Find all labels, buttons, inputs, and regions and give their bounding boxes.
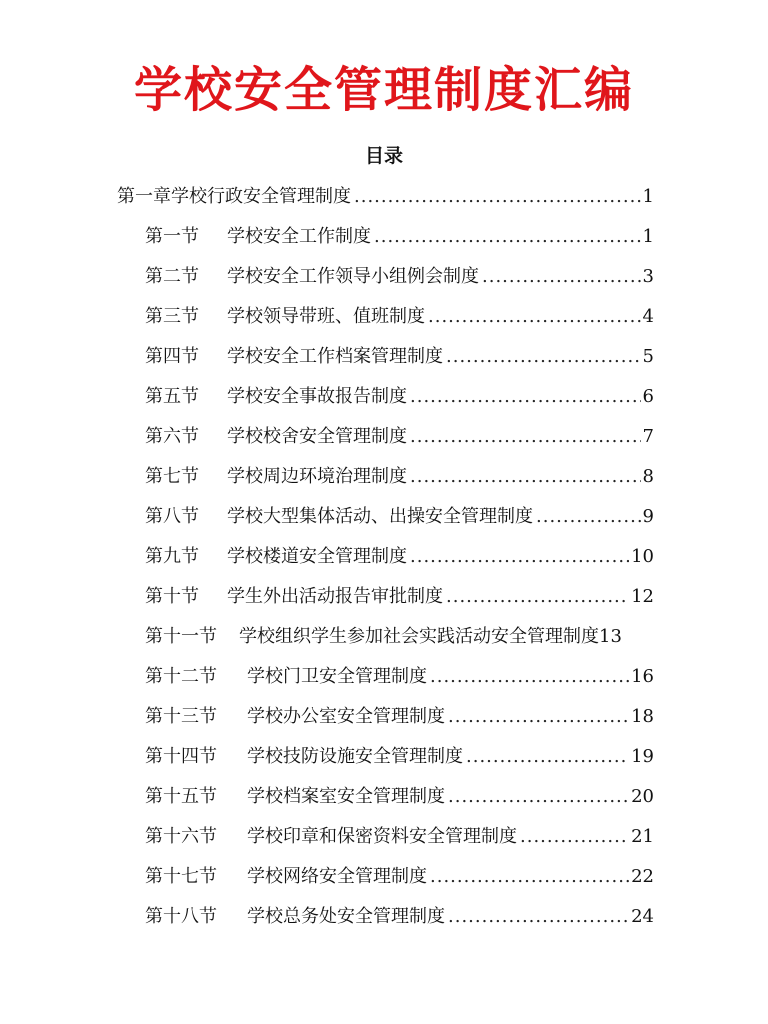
toc-leader xyxy=(448,902,629,932)
toc-leader xyxy=(410,382,641,412)
toc-entry[interactable] xyxy=(145,662,654,692)
toc-entry-title: 学校安全工作领导小组例会制度 xyxy=(227,266,479,287)
toc-page-number: 1 xyxy=(642,186,654,207)
toc-page-number: 21 xyxy=(631,826,654,847)
toc-section-label: 第四节 xyxy=(145,346,199,367)
toc-leader xyxy=(354,182,641,212)
toc-entry-title: 学校总务处安全管理制度 xyxy=(247,906,445,927)
toc-entry-title: 学校校舍安全管理制度 xyxy=(227,426,407,447)
toc-leader xyxy=(520,822,629,852)
toc-entry-title: 学校技防设施安全管理制度 xyxy=(247,746,463,767)
toc-section-label: 第十五节 xyxy=(145,786,217,807)
toc-section-label: 第十节 xyxy=(145,586,199,607)
toc-entry-title: 学校办公室安全管理制度 xyxy=(247,706,445,727)
toc-page-number: 8 xyxy=(642,466,654,487)
toc-entry-title: 学校安全工作制度 xyxy=(227,226,371,247)
toc-entry-title: 学校领导带班、值班制度 xyxy=(227,306,425,327)
toc-entry[interactable] xyxy=(145,262,654,292)
toc-leader xyxy=(428,302,641,332)
toc-entry-title: 学校安全事故报告制度 xyxy=(227,386,407,407)
toc-entry[interactable] xyxy=(145,502,654,532)
toc-leader xyxy=(410,462,641,492)
toc-leader xyxy=(466,742,629,772)
toc-entry[interactable] xyxy=(145,862,654,892)
toc-entry[interactable] xyxy=(145,702,654,732)
toc-section-label: 第八节 xyxy=(145,506,199,527)
toc-section-label: 第五节 xyxy=(145,386,199,407)
toc-leader xyxy=(448,782,629,812)
toc-page-number: 22 xyxy=(631,866,654,887)
toc-section-label: 第十八节 xyxy=(145,906,217,927)
toc-entry[interactable] xyxy=(145,582,654,612)
toc-page-number: 9 xyxy=(642,506,654,527)
toc-page-number: 5 xyxy=(642,346,654,367)
toc-leader xyxy=(536,502,641,532)
toc-page-number: 6 xyxy=(642,386,654,407)
toc-entry[interactable] xyxy=(145,422,654,452)
toc-entry-title: 学校组织学生参加社会实践活动安全管理制度 xyxy=(239,626,599,647)
toc-section-label: 第十七节 xyxy=(145,866,217,887)
toc-section-label: 第六节 xyxy=(145,426,199,447)
toc-leader xyxy=(482,262,641,292)
toc-section-label: 第一节 xyxy=(145,226,199,247)
toc-entry[interactable] xyxy=(145,462,654,492)
toc-entry[interactable] xyxy=(145,622,670,652)
toc-entry-title: 第一章学校行政安全管理制度 xyxy=(117,186,351,207)
toc-entry-title: 学校印章和保密资料安全管理制度 xyxy=(247,826,517,847)
toc-entry[interactable] xyxy=(145,222,654,252)
toc-entry[interactable] xyxy=(145,542,654,572)
toc-entry-title: 学校门卫安全管理制度 xyxy=(247,666,427,687)
toc-entry[interactable] xyxy=(145,342,654,372)
toc-entry[interactable] xyxy=(145,302,654,332)
toc-page-number: 7 xyxy=(642,426,654,447)
toc-page-number: 16 xyxy=(631,666,654,687)
toc-leader xyxy=(410,422,641,452)
toc-section-label: 第十六节 xyxy=(145,826,217,847)
toc-page-number: 24 xyxy=(631,906,654,927)
toc-entry-title: 学校网络安全管理制度 xyxy=(247,866,427,887)
toc-page-number: 19 xyxy=(631,746,654,767)
document-title: 学校安全管理制度汇编 xyxy=(133,62,634,118)
toc-section-label: 第十四节 xyxy=(145,746,217,767)
toc-leader xyxy=(446,342,641,372)
toc-entry-chapter-1[interactable] xyxy=(117,182,654,212)
toc-leader xyxy=(410,542,629,572)
toc-page-number: 13 xyxy=(599,626,622,647)
toc-section-label: 第十二节 xyxy=(145,666,217,687)
toc-leader xyxy=(446,582,629,612)
toc-page-number: 1 xyxy=(642,226,654,247)
toc-entry-title: 学生外出活动报告审批制度 xyxy=(227,586,443,607)
toc-section-label: 第三节 xyxy=(145,306,199,327)
toc-entry[interactable] xyxy=(145,822,654,852)
toc-section-label: 第九节 xyxy=(145,546,199,567)
toc-page-number: 10 xyxy=(631,546,654,567)
toc-page-number: 12 xyxy=(631,586,654,607)
toc-entry[interactable] xyxy=(145,782,654,812)
toc-leader xyxy=(374,222,641,252)
toc-entry-title: 学校档案室安全管理制度 xyxy=(247,786,445,807)
toc-page-number: 3 xyxy=(642,266,654,287)
toc-entry-title: 学校安全工作档案管理制度 xyxy=(227,346,443,367)
toc-entry-title: 学校楼道安全管理制度 xyxy=(227,546,407,567)
toc-page-number: 20 xyxy=(631,786,654,807)
toc-section-label: 第十三节 xyxy=(145,706,217,727)
toc-entry-title: 学校周边环境治理制度 xyxy=(227,466,407,487)
toc-entry[interactable] xyxy=(145,382,654,412)
toc-leader xyxy=(430,662,629,692)
toc-entry-title: 学校大型集体活动、出操安全管理制度 xyxy=(227,506,533,527)
toc-leader xyxy=(448,702,629,732)
toc-leader xyxy=(430,862,629,892)
toc-entry[interactable] xyxy=(145,902,654,932)
toc-page-number: 4 xyxy=(642,306,654,327)
toc-entry[interactable] xyxy=(145,742,654,772)
toc-section-label: 第七节 xyxy=(145,466,199,487)
toc-section-label: 第十一节 xyxy=(145,626,217,647)
toc-page-number: 18 xyxy=(631,706,654,727)
toc-heading: 目录 xyxy=(364,145,403,167)
toc-section-label: 第二节 xyxy=(145,266,199,287)
